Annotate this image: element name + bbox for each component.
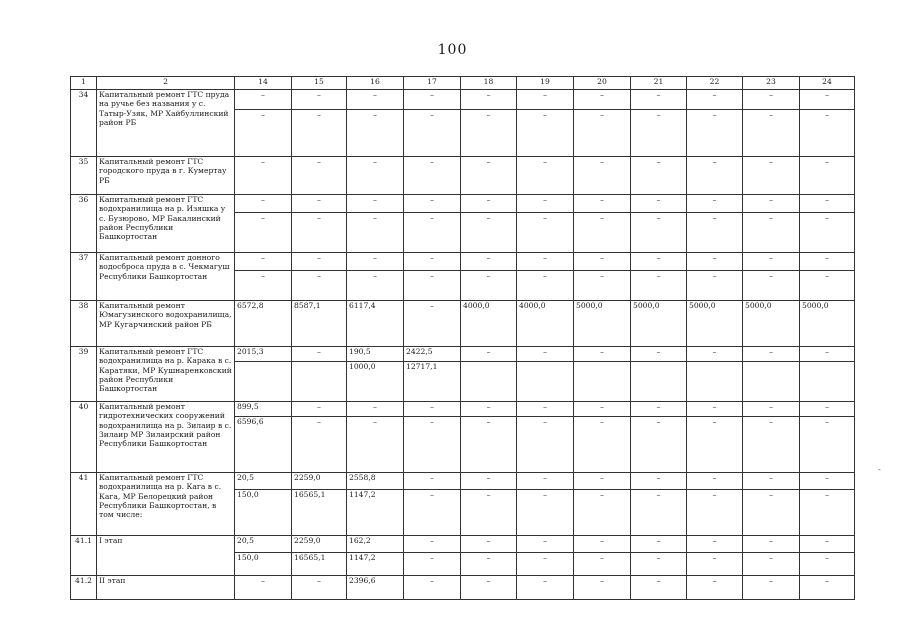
value-cell: – xyxy=(800,490,855,536)
value-cell: – xyxy=(687,90,743,110)
value-cell xyxy=(574,362,631,402)
value-cell: – xyxy=(631,110,687,157)
value-cell: 150,0 xyxy=(235,490,292,536)
table-row xyxy=(71,253,855,271)
value-cell xyxy=(743,362,800,402)
value-cell: – xyxy=(404,110,461,157)
value-cell xyxy=(800,362,855,402)
value-cell xyxy=(687,362,743,402)
value-cell: – xyxy=(743,157,800,195)
value-cell: – xyxy=(800,553,855,576)
value-cell: 2558,8 xyxy=(347,473,404,490)
value-cell: – xyxy=(404,473,461,490)
value-cell: – xyxy=(517,347,574,362)
value-cell: – xyxy=(687,402,743,417)
value-cell: – xyxy=(461,576,517,600)
header-cell: 19 xyxy=(517,77,574,90)
value-cell: 16565,1 xyxy=(292,490,347,536)
value-cell: – xyxy=(574,490,631,536)
value-cell: – xyxy=(347,417,404,473)
value-cell: – xyxy=(800,157,855,195)
value-cell: – xyxy=(292,90,347,110)
value-cell: – xyxy=(292,271,347,301)
value-cell: – xyxy=(292,402,347,417)
value-cell: – xyxy=(404,536,461,553)
value-cell: 899,5 xyxy=(235,402,292,417)
value-cell: – xyxy=(743,536,800,553)
row-number: 36 xyxy=(71,195,97,253)
row-number: 40 xyxy=(71,402,97,473)
value-cell: 2259,0 xyxy=(292,473,347,490)
value-cell: – xyxy=(800,110,855,157)
value-cell: – xyxy=(631,213,687,253)
value-cell: – xyxy=(800,402,855,417)
value-cell: – xyxy=(800,253,855,271)
value-cell: – xyxy=(461,473,517,490)
value-cell: – xyxy=(574,473,631,490)
value-cell: – xyxy=(631,195,687,213)
value-cell: 2422,5 xyxy=(404,347,461,362)
header-cell: 15 xyxy=(292,77,347,90)
value-cell: – xyxy=(687,213,743,253)
value-cell: – xyxy=(292,195,347,213)
value-cell: – xyxy=(574,553,631,576)
value-cell: – xyxy=(347,195,404,213)
value-cell: – xyxy=(800,417,855,473)
header-cell: 17 xyxy=(404,77,461,90)
table-row xyxy=(71,536,855,553)
value-cell: – xyxy=(631,347,687,362)
value-cell: – xyxy=(404,553,461,576)
value-cell: – xyxy=(743,271,800,301)
value-cell: – xyxy=(800,473,855,490)
value-cell: – xyxy=(517,157,574,195)
value-cell: – xyxy=(800,195,855,213)
header-cell: 21 xyxy=(631,77,687,90)
value-cell: – xyxy=(235,253,292,271)
value-cell: 5000,0 xyxy=(687,301,743,347)
value-cell: 190,5 xyxy=(347,347,404,362)
value-cell: – xyxy=(631,553,687,576)
row-description: Капитальный ремонт ГТС городского пруда в г. Кумертау РБ xyxy=(97,157,235,195)
header-cell: 1 xyxy=(71,77,97,90)
value-cell: – xyxy=(687,110,743,157)
value-cell: – xyxy=(517,253,574,271)
value-cell: – xyxy=(743,213,800,253)
row-description: Капитальный ремонт ГТС пруда на ручье без названия у с. Татыр-Узяк, МР Хайбуллинский район РБ xyxy=(97,90,235,157)
value-cell: 150,0 xyxy=(235,553,292,576)
value-cell: – xyxy=(235,213,292,253)
value-cell: – xyxy=(292,576,347,600)
value-cell: – xyxy=(631,402,687,417)
table-row xyxy=(71,90,855,110)
value-cell: 5000,0 xyxy=(574,301,631,347)
header-cell: 14 xyxy=(235,77,292,90)
value-cell: – xyxy=(461,402,517,417)
table-row xyxy=(71,347,855,362)
value-cell: – xyxy=(687,253,743,271)
value-cell: – xyxy=(574,110,631,157)
value-cell: – xyxy=(743,347,800,362)
value-cell: – xyxy=(517,490,574,536)
value-cell: – xyxy=(461,110,517,157)
value-cell: – xyxy=(574,195,631,213)
value-cell: – xyxy=(687,553,743,576)
row-number: 41.1 xyxy=(71,536,97,576)
value-cell: – xyxy=(461,195,517,213)
value-cell: – xyxy=(631,417,687,473)
row-number: 35 xyxy=(71,157,97,195)
value-cell: – xyxy=(517,576,574,600)
value-cell: – xyxy=(800,347,855,362)
value-cell: – xyxy=(800,536,855,553)
value-cell: – xyxy=(574,536,631,553)
row-description: Капитальный ремонт ГТС водохранилища на р. Карака в с. Каратяки, МР Кушнаренковский район Республики Башкортостан xyxy=(97,347,235,402)
table-row xyxy=(71,473,855,490)
value-cell: 6117,4 xyxy=(347,301,404,347)
value-cell: – xyxy=(235,110,292,157)
value-cell: 2396,6 xyxy=(347,576,404,600)
value-cell: – xyxy=(743,417,800,473)
value-cell: – xyxy=(687,347,743,362)
value-cell: – xyxy=(631,490,687,536)
value-cell: – xyxy=(517,110,574,157)
value-cell: – xyxy=(631,157,687,195)
value-cell: – xyxy=(517,271,574,301)
value-cell: – xyxy=(574,271,631,301)
value-cell: – xyxy=(404,417,461,473)
value-cell xyxy=(292,362,347,402)
value-cell: 5000,0 xyxy=(800,301,855,347)
value-cell: – xyxy=(687,576,743,600)
value-cell: – xyxy=(347,253,404,271)
value-cell: – xyxy=(743,490,800,536)
value-cell: – xyxy=(631,576,687,600)
value-cell: – xyxy=(235,195,292,213)
value-cell: – xyxy=(404,402,461,417)
value-cell: – xyxy=(743,195,800,213)
value-cell: 4000,0 xyxy=(517,301,574,347)
value-cell: – xyxy=(292,213,347,253)
value-cell: – xyxy=(631,90,687,110)
value-cell: – xyxy=(687,157,743,195)
value-cell: – xyxy=(235,576,292,600)
value-cell: – xyxy=(461,90,517,110)
row-description: II этап xyxy=(97,576,235,600)
value-cell: – xyxy=(347,213,404,253)
value-cell: – xyxy=(404,195,461,213)
table-row xyxy=(71,195,855,213)
row-description: I этап xyxy=(97,536,235,576)
value-cell: – xyxy=(461,553,517,576)
value-cell: – xyxy=(292,347,347,362)
value-cell: – xyxy=(574,576,631,600)
row-number: 41.2 xyxy=(71,576,97,600)
value-cell: 5000,0 xyxy=(743,301,800,347)
value-cell: – xyxy=(461,536,517,553)
value-cell xyxy=(461,362,517,402)
value-cell: – xyxy=(235,90,292,110)
header-cell: 18 xyxy=(461,77,517,90)
value-cell: – xyxy=(347,402,404,417)
value-cell: – xyxy=(574,213,631,253)
header-cell: 24 xyxy=(800,77,855,90)
value-cell: – xyxy=(743,253,800,271)
value-cell: – xyxy=(461,157,517,195)
value-cell: – xyxy=(631,253,687,271)
table-row xyxy=(71,301,855,347)
value-cell: – xyxy=(292,417,347,473)
header-cell: 20 xyxy=(574,77,631,90)
value-cell: 1000,0 xyxy=(347,362,404,402)
value-cell: – xyxy=(800,576,855,600)
row-description: Капитальный ремонт Юмагузинского водохранилища, МР Кугарчинский район РБ xyxy=(97,301,235,347)
value-cell: – xyxy=(574,402,631,417)
value-cell: – xyxy=(292,157,347,195)
value-cell: – xyxy=(404,157,461,195)
value-cell: 4000,0 xyxy=(461,301,517,347)
value-cell: – xyxy=(743,473,800,490)
value-cell xyxy=(631,362,687,402)
value-cell: – xyxy=(347,110,404,157)
value-cell: – xyxy=(517,195,574,213)
value-cell: – xyxy=(517,417,574,473)
value-cell: – xyxy=(743,402,800,417)
value-cell: – xyxy=(404,90,461,110)
value-cell: 1147,2 xyxy=(347,553,404,576)
table-row xyxy=(71,576,855,600)
value-cell: – xyxy=(631,271,687,301)
value-cell: – xyxy=(404,301,461,347)
value-cell: – xyxy=(461,347,517,362)
value-cell: 162,2 xyxy=(347,536,404,553)
value-cell: – xyxy=(292,110,347,157)
value-cell: – xyxy=(574,90,631,110)
header-cell: 22 xyxy=(687,77,743,90)
value-cell: – xyxy=(743,90,800,110)
row-number: 39 xyxy=(71,347,97,402)
value-cell xyxy=(517,362,574,402)
value-cell: – xyxy=(800,90,855,110)
value-cell: – xyxy=(347,157,404,195)
header-cell: 2 xyxy=(97,77,235,90)
value-cell: – xyxy=(687,473,743,490)
value-cell: – xyxy=(574,157,631,195)
value-cell xyxy=(235,362,292,402)
header-cell: 16 xyxy=(347,77,404,90)
value-cell: – xyxy=(631,473,687,490)
value-cell: 8587,1 xyxy=(292,301,347,347)
value-cell: – xyxy=(574,347,631,362)
value-cell: – xyxy=(461,271,517,301)
value-cell: – xyxy=(574,253,631,271)
value-cell: – xyxy=(404,271,461,301)
value-cell: – xyxy=(574,417,631,473)
value-cell: – xyxy=(800,213,855,253)
value-cell: – xyxy=(461,417,517,473)
page-number: 100 xyxy=(437,42,468,58)
value-cell: – xyxy=(235,271,292,301)
row-description: Капитальный ремонт гидротехнических сооружений водохранилища на р. Зилаир в с. Зилаир МР Зилаирский район Республики Башкортостан xyxy=(97,402,235,473)
row-number: 34 xyxy=(71,90,97,157)
value-cell: – xyxy=(687,490,743,536)
value-cell: 16565,1 xyxy=(292,553,347,576)
value-cell: 5000,0 xyxy=(631,301,687,347)
value-cell: – xyxy=(404,213,461,253)
value-cell: – xyxy=(517,402,574,417)
row-number: 41 xyxy=(71,473,97,536)
value-cell: 2015,3 xyxy=(235,347,292,362)
value-cell: 6596,6 xyxy=(235,417,292,473)
value-cell: – xyxy=(235,157,292,195)
value-cell: – xyxy=(743,576,800,600)
value-cell: – xyxy=(292,253,347,271)
row-number: 37 xyxy=(71,253,97,301)
value-cell: – xyxy=(800,271,855,301)
header-cell: 23 xyxy=(743,77,800,90)
value-cell: – xyxy=(461,253,517,271)
value-cell: – xyxy=(404,490,461,536)
value-cell: – xyxy=(517,213,574,253)
value-cell: – xyxy=(517,90,574,110)
row-description: Капитальный ремонт ГТС водохранилища на р. Изяшка у с. Бузюрово, МР Бакалинский район Республики Башкортостан xyxy=(97,195,235,253)
value-cell: 20,5 xyxy=(235,536,292,553)
value-cell: – xyxy=(631,536,687,553)
header-row xyxy=(71,77,855,90)
value-cell: – xyxy=(517,553,574,576)
value-cell: 2259,0 xyxy=(292,536,347,553)
table-row xyxy=(71,157,855,195)
value-cell: – xyxy=(347,90,404,110)
value-cell: 1147,2 xyxy=(347,490,404,536)
value-cell: – xyxy=(517,473,574,490)
value-cell: 20,5 xyxy=(235,473,292,490)
value-cell: – xyxy=(687,536,743,553)
table-row xyxy=(71,402,855,417)
value-cell: – xyxy=(347,271,404,301)
value-cell: – xyxy=(461,490,517,536)
value-cell: – xyxy=(743,553,800,576)
margin-mark: - xyxy=(878,465,881,474)
value-cell: – xyxy=(743,110,800,157)
row-description: Капитальный ремонт ГТС водохранилища на р. Кага в с. Кага, МР Белорецкий район Республики Башкортостан, в том числе: xyxy=(97,473,235,536)
value-cell: – xyxy=(404,576,461,600)
row-number: 38 xyxy=(71,301,97,347)
budget-table xyxy=(70,76,855,600)
row-description: Капитальный ремонт донного водосброса пруда в с. Чекмагуш Республики Башкортостан xyxy=(97,253,235,301)
value-cell: – xyxy=(517,536,574,553)
value-cell: – xyxy=(687,195,743,213)
value-cell: 6572,8 xyxy=(235,301,292,347)
value-cell: 12717,1 xyxy=(404,362,461,402)
value-cell: – xyxy=(404,253,461,271)
value-cell: – xyxy=(687,417,743,473)
value-cell: – xyxy=(687,271,743,301)
value-cell: – xyxy=(461,213,517,253)
